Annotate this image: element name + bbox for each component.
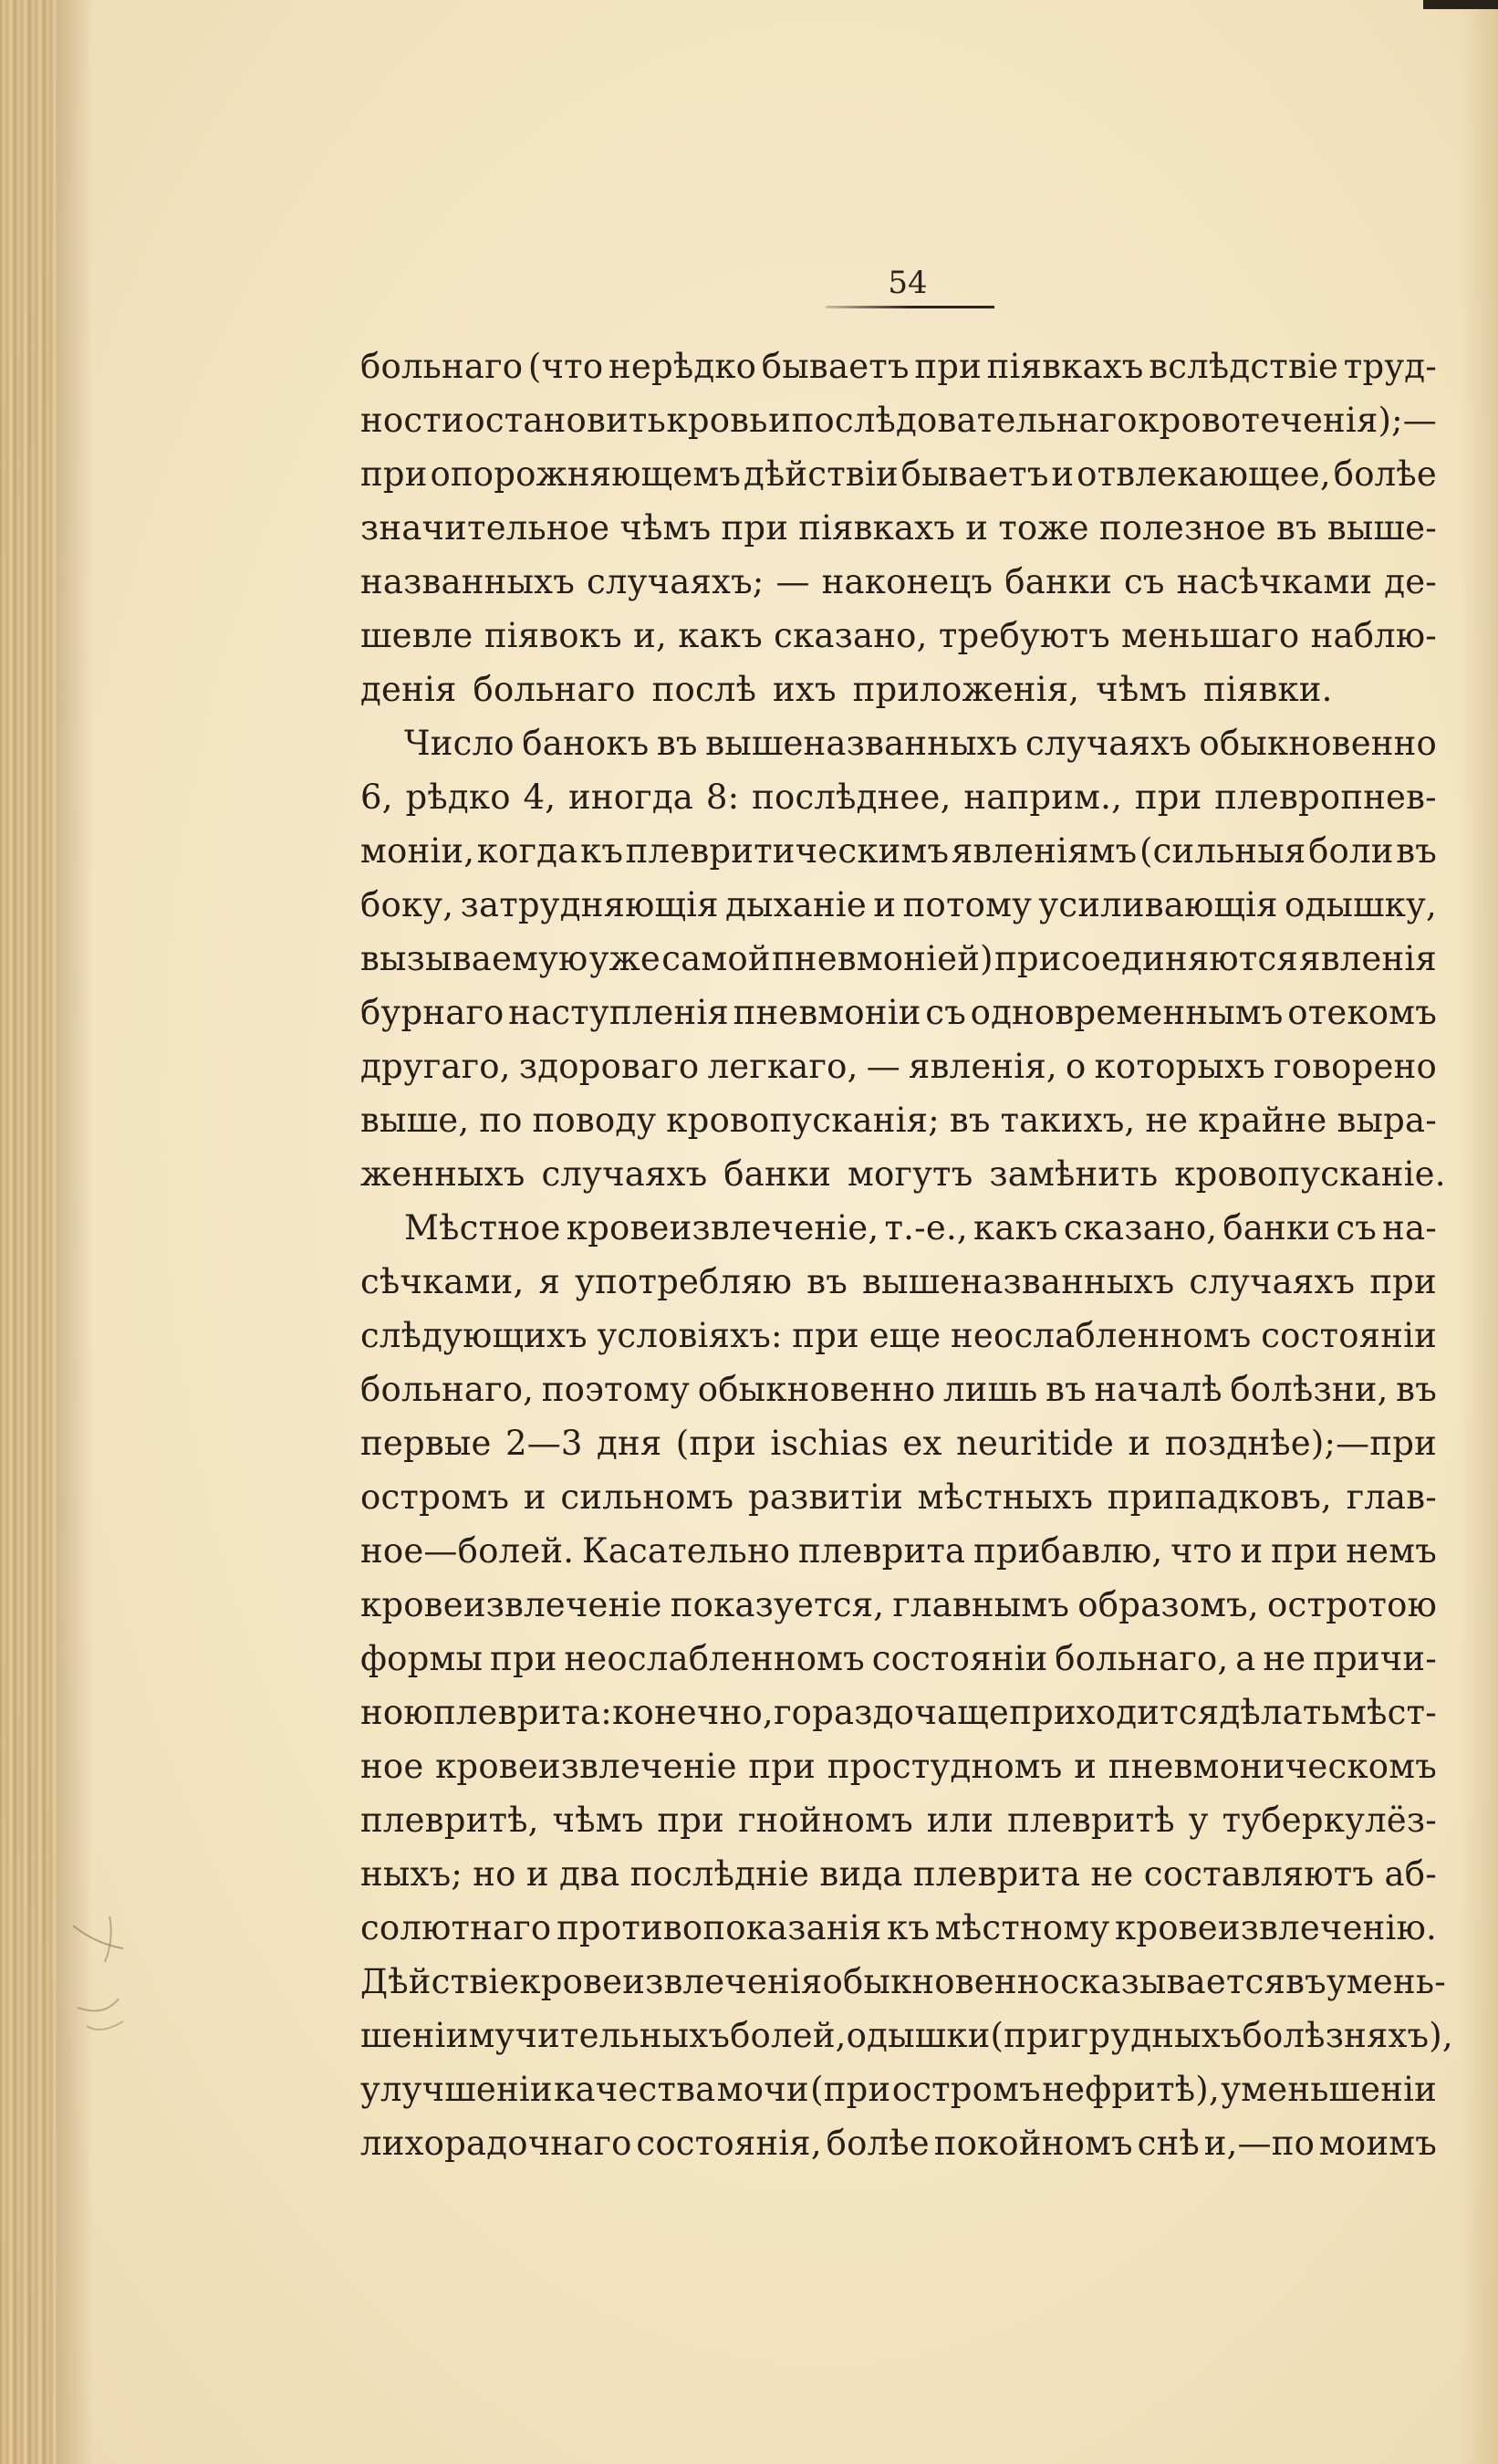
text-line: ное кровеизвлеченіе при простудномъ и пневмоническомъ — [360, 1747, 1437, 1786]
text-line: солютнаго противопоказанія къ мѣстному кровеизвлеченію. — [360, 1908, 1437, 1947]
text-line: Мѣстное кровеизвлеченіе, т.-е., какъ сказано, банки съ на- — [404, 1208, 1437, 1248]
text-line: больнаго, поэтому обыкновенно лишь въ началѣ болѣзни, въ — [360, 1370, 1437, 1409]
text-line: денія больнаго послѣ ихъ приложенія, чѣмъ піявки. — [360, 670, 1333, 709]
text-line: формы при неослабленномъ состояніи больнаго, а не причи- — [360, 1639, 1437, 1678]
text-line: улучшеніи качества мочи (при остромъ нефритѣ), уменьшеніи — [360, 2070, 1437, 2109]
text-line: больнаго (что нерѣдко бываетъ при піявкахъ вслѣдствіе труд- — [360, 347, 1437, 386]
text-line: ности остановить кровь и послѣдовательнаго кровотеченія);— — [360, 401, 1437, 440]
text-line: ныхъ; но и два послѣдніе вида плеврита не составляютъ аб- — [360, 1854, 1437, 1894]
text-line: выше, по поводу кровопусканія; въ такихъ, не крайне выра- — [360, 1101, 1437, 1140]
right-edge-shadow — [1460, 9, 1498, 2464]
text-line: Дѣйствіе кровеизвлеченія обыкновенно сказывается въ умень- — [360, 1962, 1446, 2001]
text-line: шеніи мучительныхъ болей, одышки (при грудныхъ болѣзняхъ), — [360, 2016, 1453, 2055]
text-line: ное—болей. Касательно плеврита прибавлю, что и при немъ — [360, 1531, 1437, 1571]
margin-pencil-mark — [68, 1907, 132, 1971]
text-line: остромъ и сильномъ развитіи мѣстныхъ припадковъ, глав- — [360, 1477, 1437, 1517]
text-line: другаго, здороваго легкаго, — явленія, о которыхъ говорено — [360, 1047, 1437, 1086]
text-line: боку, затрудняющія дыханіе и потому усиливающія одышку, — [360, 885, 1437, 924]
text-line: первые 2—3 дня (при ischias ex neuritide и позднѣе);—при — [360, 1424, 1437, 1463]
page-edge — [0, 0, 57, 2464]
text-line: названныхъ случаяхъ; — наконецъ банки съ насѣчками де- — [360, 562, 1437, 601]
page-number-rule — [826, 306, 994, 308]
body-text — [360, 339, 1453, 2170]
text-line: кровеизвлеченіе показуется, главнымъ образомъ, остротою — [360, 1585, 1437, 1624]
text-line: лихорадочнаго состоянія, болѣе покойномъ снѣ и,—по моимъ — [360, 2124, 1437, 2163]
margin-pencil-mark — [68, 1989, 132, 2053]
text-line: моніи, когда къ плевритическимъ явленіямъ (сильныя боли въ — [360, 831, 1437, 871]
text-line: слѣдующихъ условіяхъ: при еще неослабленномъ состояніи — [360, 1316, 1437, 1355]
text-line: при опорожняющемъ дѣйствіи бываетъ и отвлекающее, болѣе — [360, 454, 1437, 494]
text-line: значительное чѣмъ при піявкахъ и тоже полезное въ выше- — [360, 508, 1437, 548]
page-number: 54 — [888, 265, 928, 301]
text-line: шевле піявокъ и, какъ сказано, требуютъ меньшаго наблю- — [360, 616, 1437, 655]
text-line: Число банокъ въ вышеназванныхъ случаяхъ обыкновенно — [404, 724, 1437, 763]
text-line: вызываемую уже самой пневмоніей) присоединяются явленія — [360, 939, 1437, 978]
top-edge-mark — [1423, 0, 1498, 9]
text-line: бурнаго наступленія пневмоніи съ одновременнымъ отекомъ — [360, 993, 1437, 1032]
text-line: сѣчками, я употребляю въ вышеназванныхъ случаяхъ при — [360, 1262, 1437, 1301]
text-line: ною плеврита: конечно, гораздо чаще приходится дѣлать мѣст- — [360, 1693, 1437, 1732]
page-edge-shadow — [57, 0, 93, 2464]
text-line: плевритѣ, чѣмъ при гнойномъ или плевритѣ у туберкулёз- — [360, 1801, 1437, 1840]
text-line: женныхъ случаяхъ банки могутъ замѣнить кровопусканіе. — [360, 1154, 1446, 1194]
text-line: 6, рѣдко 4, иногда 8: послѣднее, наприм., при плевропнев- — [360, 778, 1437, 817]
